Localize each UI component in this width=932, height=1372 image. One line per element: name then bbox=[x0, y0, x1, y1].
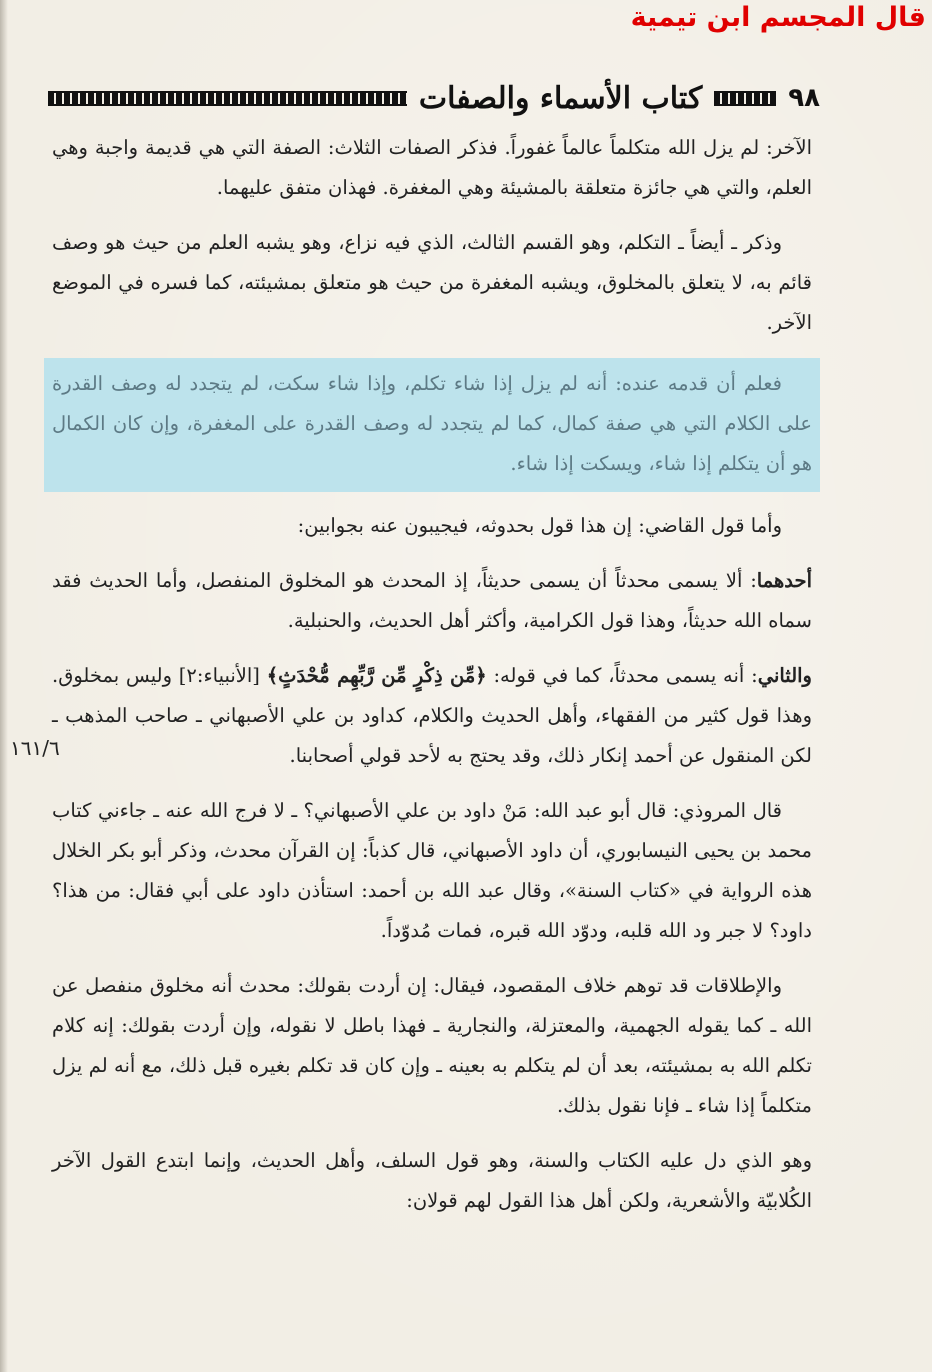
book-title: كتاب الأسماء والصفات bbox=[418, 80, 703, 116]
answer-one-lead: أحدهما bbox=[756, 569, 812, 592]
page-header bbox=[48, 76, 820, 120]
watermark-caption: قال المجسم ابن تيمية bbox=[630, 2, 926, 33]
paragraph-1: الآخر: لم يزل الله متكلماً عالماً غفوراً. فذكر الصفات الثلاث: الصفة التي هي قديمة واجبة وهي العلم، والتي هي جائزة متعلقة بالمشيئة وهي المغفرة. فهذان متفق عليهما. bbox=[52, 136, 812, 199]
page-edge-shadow bbox=[0, 0, 8, 1372]
answer-one-text: : ألا يسمى محدثاً أن يسمى حديثاً، إذ المحدث هو المخلوق المنفصل، وأما الحديث فقد سماه الله حديثاً، وهذا قول الكرامية، وأكثر أهل الحديث، والحنبلية. bbox=[52, 569, 812, 632]
answer-two-lead: والثاني bbox=[757, 664, 812, 687]
header-ornament-left bbox=[48, 91, 407, 106]
paragraph-itlaqat: والإطلاقات قد توهم خلاف المقصود، فيقال: إن أردت بقولك: محدث أنه مخلوق منفصل عن الله ـ كما يقوله الجهمية، والمعتزلة، والنجارية ـ فهذا باطل لا نقوله، وإن أردت بقولك: إنه كلام تكلم الله به بمشيئته، بعد أن لم يتكلم به بعينه ـ وإن كان قد تكلم بغيره قبل ذلك، مع أنه لم يزل متكلماً إذا شاء ـ فإنا نقول بذلك. bbox=[52, 974, 812, 1117]
highlighted-passage: فعلم أن قدمه عنده: أنه لم يزل إذا شاء تكلم، وإذا شاء سكت، لم يتجدد له وصف القدرة على الكلام التي هي صفة كمال، كما لم يتجدد له وصف القدرة على المغفرة، وإن كان الكمال هو أن يتكلم إذا شاء، ويسكت إذا شاء. bbox=[44, 358, 820, 492]
paragraph-2: وذكر ـ أيضاً ـ التكلم، وهو القسم الثالث، الذي فيه نزاع، وهو يشبه العلم من حيث هو وصف قائم به، لا يتعلق بالمخلوق، ويشبه المغفرة من حيث هو متعلق بمشيئته، كما فسره في الموضع الآخر. bbox=[52, 231, 812, 334]
paragraph-marwazi: قال المروذي: قال أبو عبد الله: مَنْ داود بن علي الأصبهاني؟ ـ لا فرج الله عنه ـ جاءني كتاب محمد بن يحيى النيسابوري، أن داود الأصبهاني، قال كذباً: إن القرآن محدث، وذكر أبو بكر الخلال هذه الرواية في «كتاب السنة»، وقال عبد الله بن أحمد: استأذن داود على أبي فقال: من هذا؟ داود؟ لا جبر ود الله قلبه، ودوّد الله قبره، فمات مُدوّداً. bbox=[52, 799, 812, 942]
answer-two bbox=[52, 656, 812, 776]
page-number: ٩٨ bbox=[788, 83, 820, 113]
margin-reference: ١٦١/٦ bbox=[10, 736, 60, 760]
quran-verse: ﴿مِّن ذِكْرٍ مِّن رَّبِّهِم مُّحْدَثٍ﴾ bbox=[266, 664, 487, 687]
paragraph-4: وأما قول القاضي: إن هذا قول بحدوثه، فيجيبون عنه بجوابين: bbox=[297, 514, 782, 537]
page-body bbox=[52, 128, 812, 1236]
header-ornament-right bbox=[714, 91, 776, 106]
answer-one bbox=[52, 561, 812, 641]
paragraph-final: وهو الذي دل عليه الكتاب والسنة، وهو قول السلف، وأهل الحديث، وإنما ابتدع القول الآخر الكُلابيّة والأشعرية، ولكن أهل هذا القول لهم قولان: bbox=[52, 1149, 812, 1212]
answer-two-text-a: : أنه يسمى محدثاً، كما في قوله: bbox=[486, 664, 758, 687]
answer-two-text-b: [الأنبياء:٢] وليس بمخلوق. وهذا قول كثير من الفقهاء، وأهل الحديث والكلام، كداود بن علي الأصبهاني ـ صاحب المذهب ـ لكن المنقول عن أحمد إنكار ذلك، وقد يحتج به لأحد قولي أصحابنا. bbox=[52, 664, 812, 767]
